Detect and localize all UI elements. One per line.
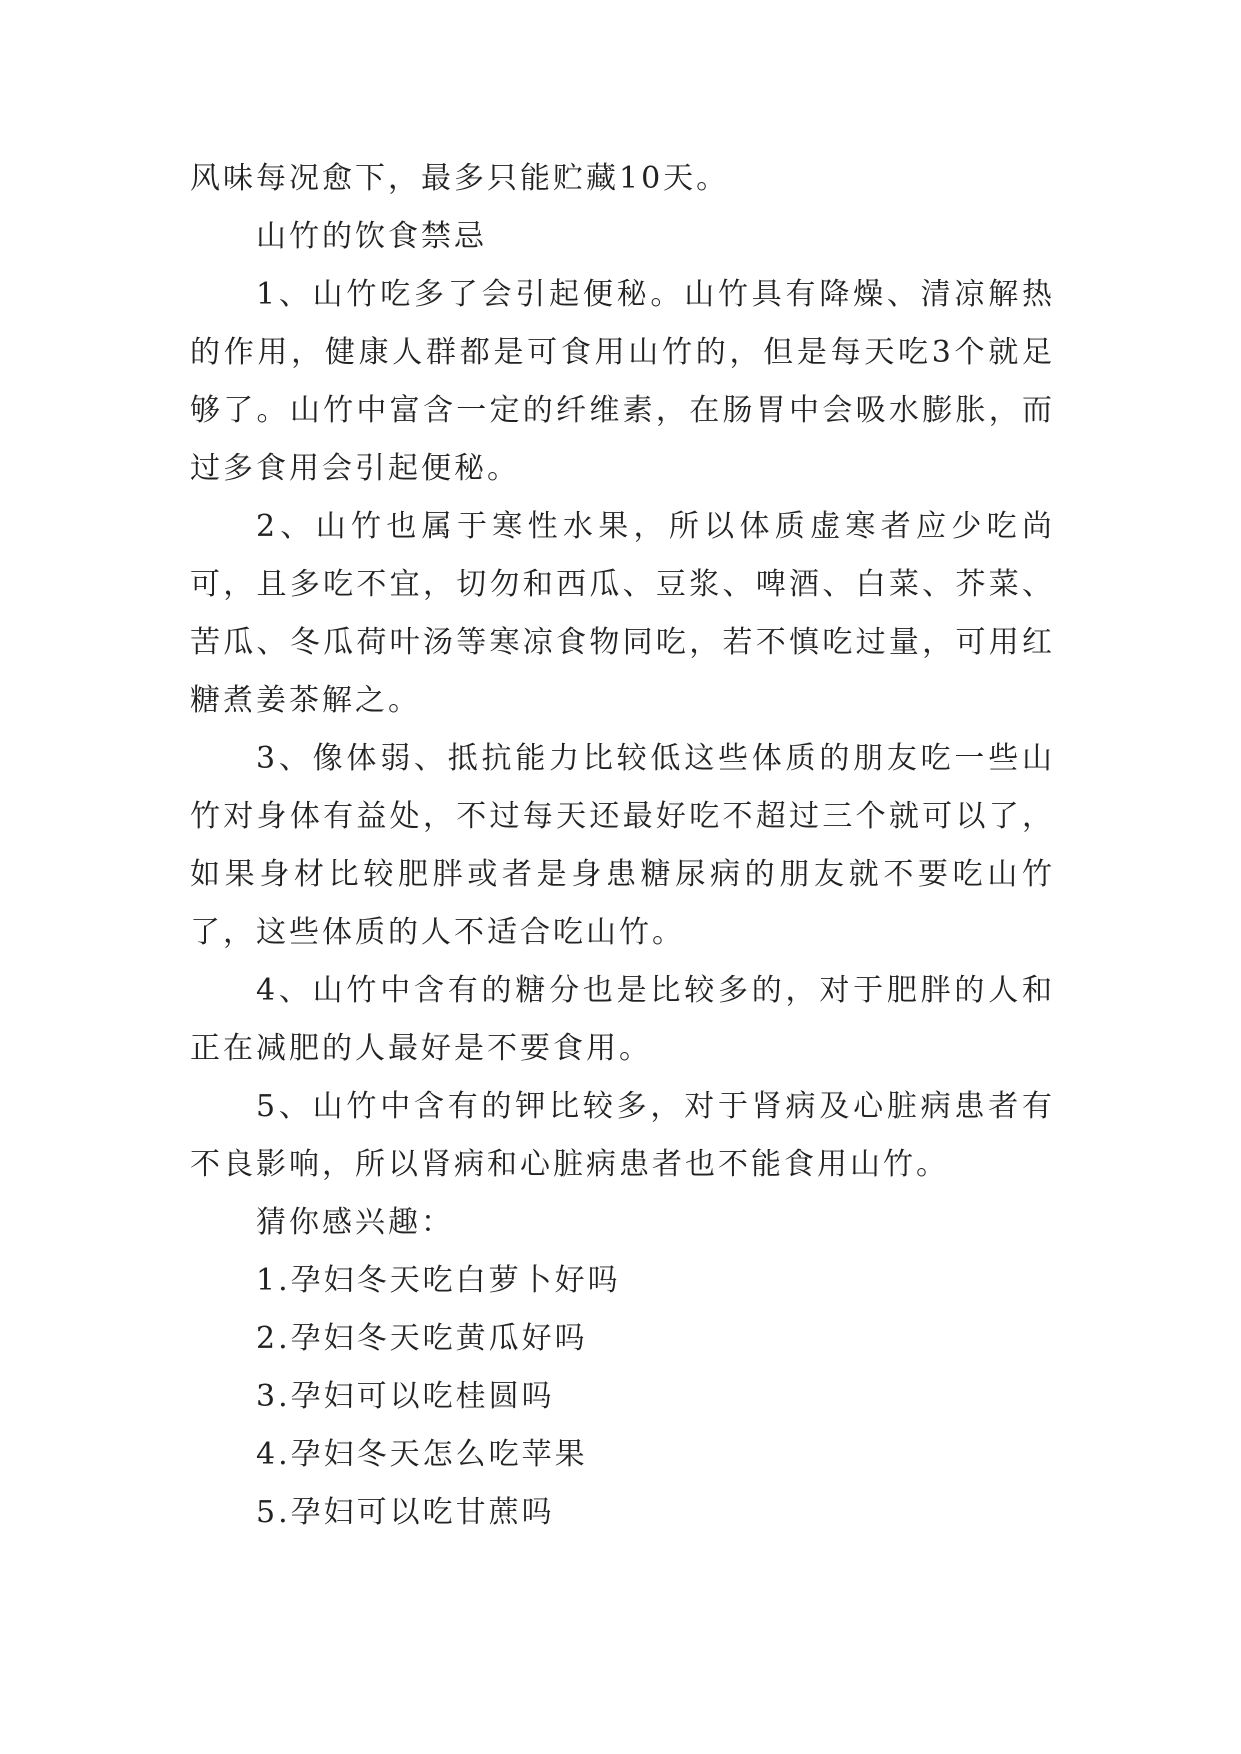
- related-link-3[interactable]: 3.孕妇可以吃桂圆吗: [256, 1379, 555, 1414]
- related-link-1[interactable]: 1.孕妇冬天吃白萝卜好吗: [256, 1263, 621, 1298]
- document-body: [190, 150, 1055, 1542]
- paragraph-item-5: 5、山竹中含有的钾比较多，对于肾病及心脏病患者有不良影响，所以肾病和心脏病患者也不能食用山竹。: [190, 1089, 1055, 1182]
- paragraph-continuation: 风味每况愈下，最多只能贮藏10天。: [190, 161, 730, 196]
- related-heading: 猜你感兴趣：: [256, 1205, 454, 1240]
- paragraph-item-3: 3、像体弱、抵抗能力比较低这些体质的朋友吃一些山竹对身体有益处，不过每天还最好吃不超过三个就可以了，如果身材比较肥胖或者是身患糖尿病的朋友就不要吃山竹了，这些体质的人不适合吃山竹。: [190, 741, 1055, 950]
- related-link-2[interactable]: 2.孕妇冬天吃黄瓜好吗: [256, 1321, 588, 1356]
- related-link-5[interactable]: 5.孕妇可以吃甘蔗吗: [256, 1495, 555, 1530]
- related-link-4[interactable]: 4.孕妇冬天怎么吃苹果: [256, 1437, 588, 1472]
- paragraph-item-2: 2、山竹也属于寒性水果，所以体质虚寒者应少吃尚可，且多吃不宜，切勿和西瓜、豆浆、啤酒、白菜、芥菜、苦瓜、冬瓜荷叶汤等寒凉食物同吃，若不慎吃过量，可用红糖煮姜茶解之。: [190, 509, 1055, 718]
- paragraph-item-4: 4、山竹中含有的糖分也是比较多的，对于肥胖的人和正在减肥的人最好是不要食用。: [190, 973, 1055, 1066]
- section-heading: 山竹的饮食禁忌: [256, 219, 487, 254]
- paragraph-item-1: 1、山竹吃多了会引起便秘。山竹具有降燥、清凉解热的作用，健康人群都是可食用山竹的，但是每天吃3个就足够了。山竹中富含一定的纤维素，在肠胃中会吸水膨胀，而过多食用会引起便秘。: [190, 277, 1055, 486]
